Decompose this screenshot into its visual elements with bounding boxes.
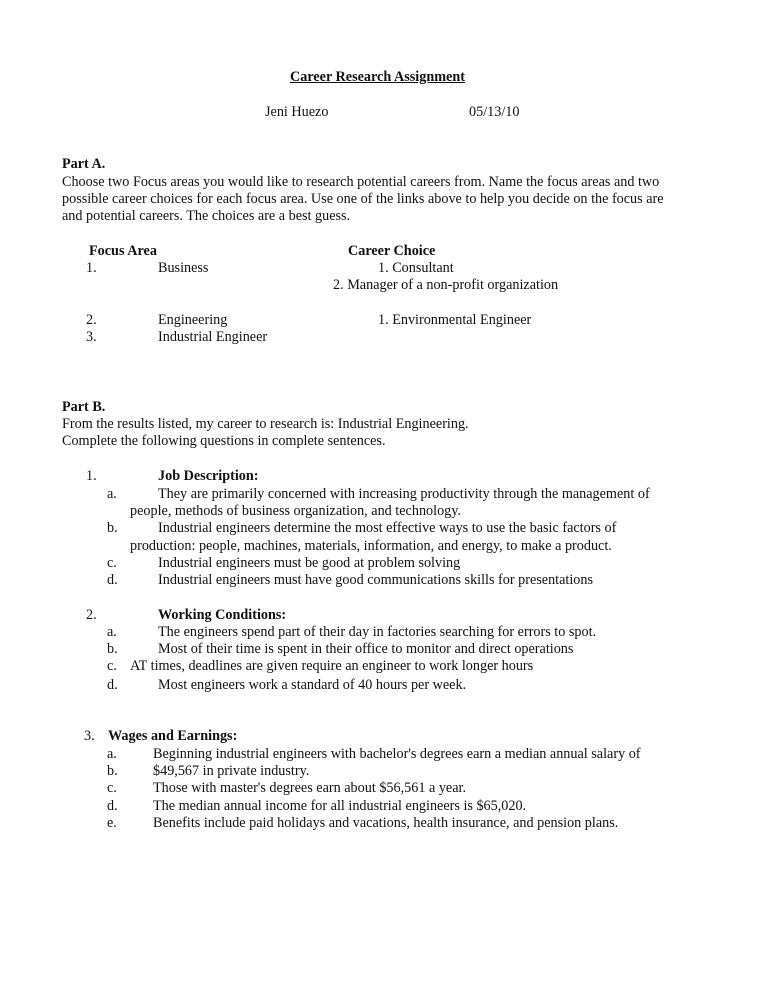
item-text: Industrial engineers must have good communications skills for presentations <box>158 572 593 588</box>
focus-area-name: Industrial Engineer <box>158 329 268 345</box>
part-a-heading: Part A. <box>62 156 106 172</box>
item-text: Benefits include paid holidays and vacations, health insurance, and pension plans. <box>153 815 619 831</box>
section-number: 2. <box>86 607 97 623</box>
section-title-working-conditions: Working Conditions: <box>158 607 287 623</box>
item-text: Beginning industrial engineers with bachelor's degrees earn a median annual salary of <box>153 746 641 762</box>
part-b-intro-line: Complete the following questions in complete sentences. <box>62 433 386 449</box>
item-text: Most of their time is spent in their office to monitor and direct operations <box>158 641 574 657</box>
section-title-wages-earnings: Wages and Earnings: <box>108 728 238 744</box>
item-letter: c. <box>107 555 117 571</box>
item-letter: d. <box>107 677 118 693</box>
item-text: The median annual income for all industrial engineers is $65,020. <box>153 798 527 814</box>
career-choice: 1. Consultant <box>378 260 454 276</box>
focus-area-header: Focus Area <box>89 243 157 259</box>
section-title-job-description: Job Description: <box>158 468 259 484</box>
document-title: Career Research Assignment <box>290 69 465 85</box>
part-a-instructions-line: Choose two Focus areas you would like to research potential careers from. Name the focus areas and two <box>62 174 660 190</box>
part-b-intro-line: From the results listed, my career to research is: Industrial Engineering. <box>62 416 469 432</box>
item-letter: b. <box>107 763 118 779</box>
focus-row-number: 1. <box>86 260 97 276</box>
author-name: Jeni Huezo <box>265 104 329 120</box>
item-text: Industrial engineers determine the most effective ways to use the basic factors of <box>158 520 617 536</box>
focus-area-name: Business <box>158 260 209 276</box>
item-letter: d. <box>107 572 118 588</box>
item-letter: b. <box>107 520 118 536</box>
part-a-instructions-line: and potential careers. The choices are a best guess. <box>62 208 351 224</box>
item-letter: e. <box>107 815 117 831</box>
section-number: 1. <box>86 468 97 484</box>
item-text: people, methods of business organization, and technology. <box>130 503 461 519</box>
item-text: Those with master's degrees earn about $56,561 a year. <box>153 780 467 796</box>
document-date: 05/13/10 <box>469 104 520 120</box>
career-choice: 1. Environmental Engineer <box>378 312 532 328</box>
item-letter: c. <box>107 780 117 796</box>
career-choice: 2. Manager of a non-profit organization <box>333 277 559 293</box>
part-a-instructions-line: possible career choices for each focus area. Use one of the links above to help you decide on the focus are <box>62 191 664 207</box>
focus-area-name: Engineering <box>158 312 228 328</box>
focus-row-number: 3. <box>86 329 97 345</box>
career-choice-header: Career Choice <box>348 243 436 259</box>
item-text: $49,567 in private industry. <box>153 763 310 779</box>
item-letter: a. <box>107 746 117 762</box>
item-letter: c. <box>107 658 117 674</box>
item-text: Industrial engineers must be good at problem solving <box>158 555 461 571</box>
item-letter: a. <box>107 624 117 640</box>
item-letter: d. <box>107 798 118 814</box>
item-text: Most engineers work a standard of 40 hours per week. <box>158 677 467 693</box>
focus-row-number: 2. <box>86 312 97 328</box>
item-letter: b. <box>107 641 118 657</box>
item-letter: a. <box>107 486 117 502</box>
item-text: AT times, deadlines are given require an engineer to work longer hours <box>130 658 534 674</box>
section-number: 3. <box>84 728 95 744</box>
part-b-heading: Part B. <box>62 399 106 415</box>
item-text: production: people, machines, materials, information, and energy, to make a product. <box>130 538 612 554</box>
item-text: The engineers spend part of their day in factories searching for errors to spot. <box>158 624 597 640</box>
item-text: They are primarily concerned with increasing productivity through the management of <box>158 486 650 502</box>
